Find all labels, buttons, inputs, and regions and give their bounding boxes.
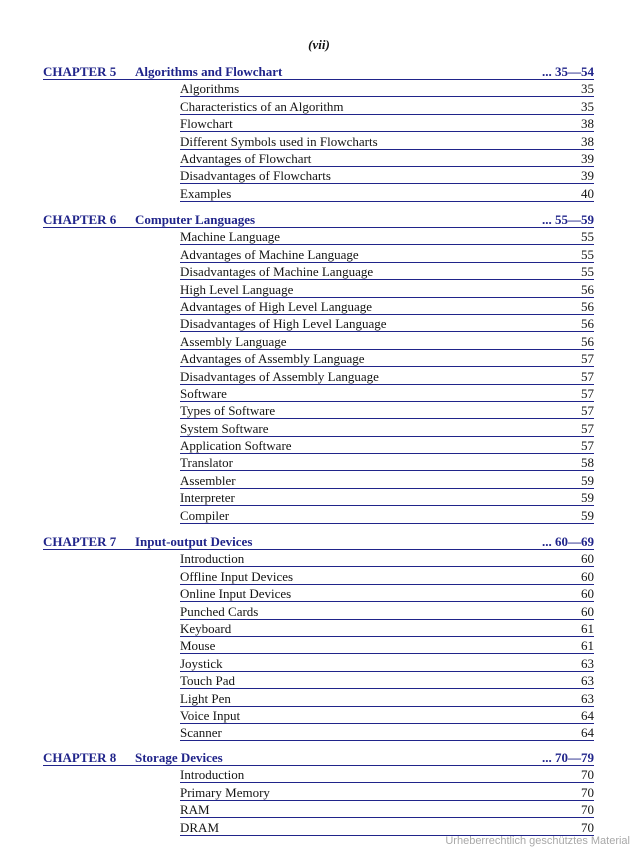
- toc-entry[interactable]: [180, 637, 594, 654]
- toc-entry[interactable]: [180, 97, 594, 114]
- chapter-page-range: ... 35—54: [542, 64, 594, 79]
- toc-entry[interactable]: [180, 167, 594, 184]
- toc-entry-page: 35: [581, 81, 594, 97]
- chapter-heading: [43, 534, 594, 550]
- toc-entry-title: Disadvantages of Machine Language: [180, 264, 374, 280]
- toc-entry-page: 59: [581, 472, 594, 488]
- topic-list: [180, 80, 594, 202]
- toc-entry[interactable]: [180, 585, 594, 602]
- toc-entry[interactable]: [180, 80, 594, 97]
- toc-entry-title: DRAM: [180, 819, 220, 835]
- toc-entry-title: Online Input Devices: [180, 586, 292, 602]
- toc-entry-title: Assembly Language: [180, 333, 287, 349]
- chapter-title[interactable]: Algorithms and Flowchart: [135, 64, 283, 79]
- toc-entry-page: 56: [581, 298, 594, 314]
- topic-list: [180, 550, 594, 741]
- chapter-label: CHAPTER 6: [43, 212, 117, 227]
- toc-entry-title: Translator: [180, 455, 233, 471]
- toc-entry-page: 38: [581, 133, 594, 149]
- toc-entry[interactable]: [180, 766, 594, 783]
- toc-entry-title: Flowchart: [180, 116, 233, 132]
- chapter-6-section: [43, 212, 594, 524]
- toc-entry[interactable]: [180, 280, 594, 297]
- toc-entry-page: 63: [581, 655, 594, 671]
- toc-entry-page: 40: [581, 185, 594, 201]
- toc-entry-page: 57: [581, 368, 594, 384]
- toc-entry-page: 70: [581, 767, 594, 783]
- toc-entry-title: Advantages of Machine Language: [180, 246, 359, 262]
- toc-entry-page: 38: [581, 116, 594, 132]
- toc-entry-page: 63: [581, 690, 594, 706]
- toc-entry[interactable]: [180, 550, 594, 567]
- toc-entry-title: Scanner: [180, 725, 222, 741]
- toc-entry[interactable]: [180, 783, 594, 800]
- toc-entry[interactable]: [180, 602, 594, 619]
- toc-entry-page: 55: [581, 246, 594, 262]
- toc-entry-title: Voice Input: [180, 707, 241, 723]
- toc-entry-page: 70: [581, 802, 594, 818]
- toc-entry[interactable]: [180, 672, 594, 689]
- toc-entry-title: Application Software: [180, 438, 292, 454]
- toc-entry[interactable]: [180, 801, 594, 818]
- toc-entry-page: 56: [581, 316, 594, 332]
- chapter-heading: [43, 64, 594, 80]
- chapter-page-range: ... 60—69: [542, 534, 594, 549]
- toc-entry-title: Different Symbols used in Flowcharts: [180, 133, 378, 149]
- toc-entry-page: 61: [581, 620, 594, 636]
- chapter-page-range: ... 55—59: [542, 212, 594, 227]
- toc-entry-page: 39: [581, 168, 594, 184]
- toc-entry-page: 59: [581, 507, 594, 523]
- toc-entry-page: 57: [581, 438, 594, 454]
- toc-entry[interactable]: [180, 298, 594, 315]
- toc-entry-page: 63: [581, 673, 594, 689]
- toc-entry-page: 57: [581, 420, 594, 436]
- toc-entry-page: 61: [581, 638, 594, 654]
- chapter-label: CHAPTER 8: [43, 750, 117, 765]
- toc-entry-title: Disadvantages of Assembly Language: [180, 368, 379, 384]
- toc-entry[interactable]: [180, 115, 594, 132]
- toc-entry-title: Machine Language: [180, 229, 280, 245]
- toc-entry[interactable]: [180, 150, 594, 167]
- toc-entry[interactable]: [180, 689, 594, 706]
- chapter-label: CHAPTER 5: [43, 64, 117, 79]
- chapter-title[interactable]: Computer Languages: [135, 212, 256, 227]
- chapter-page-range: ... 70—79: [542, 750, 594, 765]
- toc-entry[interactable]: [180, 654, 594, 671]
- toc-entry-title: Compiler: [180, 507, 230, 523]
- toc-entry-title: Advantages of High Level Language: [180, 298, 373, 314]
- toc-entry-title: Keyboard: [180, 620, 232, 636]
- chapter-7-section: [43, 534, 594, 741]
- toc-entry-title: Touch Pad: [180, 673, 236, 689]
- toc-entry[interactable]: [180, 506, 594, 523]
- toc-entry-title: Characteristics of an Algorithm: [180, 98, 344, 114]
- toc-entry-title: Offline Input Devices: [180, 568, 294, 584]
- toc-entry-title: Examples: [180, 185, 232, 201]
- toc-entry-title: Introduction: [180, 767, 245, 783]
- copyright-watermark: Urheberrechtlich geschütztes Material: [445, 835, 630, 847]
- toc-entry-page: 57: [581, 351, 594, 367]
- toc-entry-page: 56: [581, 281, 594, 297]
- topic-list: [180, 228, 594, 524]
- toc-entry[interactable]: [180, 245, 594, 262]
- toc-entry-page: 57: [581, 385, 594, 401]
- toc-entry-title: Algorithms: [180, 81, 240, 97]
- chapter-title[interactable]: Storage Devices: [135, 750, 223, 765]
- chapter-heading: [43, 212, 594, 228]
- toc-entry[interactable]: [180, 620, 594, 637]
- chapter-label: CHAPTER 7: [43, 534, 117, 549]
- toc-entry-page: 60: [581, 586, 594, 602]
- toc-entry-title: Software: [180, 385, 227, 401]
- chapter-5-section: [43, 64, 594, 202]
- page-number: (vii): [308, 37, 330, 52]
- toc-entry[interactable]: [180, 489, 594, 506]
- toc-entry-page: 64: [581, 725, 594, 741]
- toc-entry-page: 55: [581, 264, 594, 280]
- toc-entry-title: Mouse: [180, 638, 216, 654]
- toc-entry-page: 70: [581, 819, 594, 835]
- toc-entry-title: Light Pen: [180, 690, 231, 706]
- toc-entry-page: 60: [581, 603, 594, 619]
- toc-entry-title: Introduction: [180, 551, 245, 567]
- toc-entry-page: 60: [581, 568, 594, 584]
- toc-entry-title: System Software: [180, 420, 269, 436]
- toc-entry-page: 70: [581, 784, 594, 800]
- toc-entry[interactable]: [180, 818, 594, 835]
- toc-entry-page: 57: [581, 403, 594, 419]
- toc-entry-title: Punched Cards: [180, 603, 259, 619]
- toc-entry-page: 58: [581, 455, 594, 471]
- toc-entry-page: 35: [581, 98, 594, 114]
- toc-entry-title: Primary Memory: [180, 784, 270, 800]
- toc-entry[interactable]: [180, 332, 594, 349]
- toc-entry[interactable]: [180, 437, 594, 454]
- toc-entry-title: High Level Language: [180, 281, 294, 297]
- toc-entry[interactable]: [180, 184, 594, 201]
- toc-entry-page: 60: [581, 551, 594, 567]
- toc-entry[interactable]: [180, 132, 594, 149]
- toc-entry-page: 55: [581, 229, 594, 245]
- chapter-heading: [43, 750, 594, 766]
- toc-entry[interactable]: [180, 567, 594, 584]
- toc-entry[interactable]: [180, 419, 594, 436]
- toc-entry[interactable]: [180, 385, 594, 402]
- toc-entry-page: 64: [581, 707, 594, 723]
- toc-entry-page: 56: [581, 333, 594, 349]
- toc-entry-title: Joystick: [180, 655, 223, 671]
- toc-entry[interactable]: [180, 471, 594, 488]
- toc-entry-title: Interpreter: [180, 490, 235, 506]
- toc-entry-title: Disadvantages of Flowcharts: [180, 168, 331, 184]
- toc-entry-title: Advantages of Assembly Language: [180, 351, 365, 367]
- toc-entry[interactable]: [180, 454, 594, 471]
- toc-entry-title: Disadvantages of High Level Language: [180, 316, 387, 332]
- toc-entry-page: 39: [581, 150, 594, 166]
- toc-entry[interactable]: [180, 402, 594, 419]
- chapter-8-section: [43, 750, 594, 836]
- toc-entry-page: 59: [581, 490, 594, 506]
- chapter-title[interactable]: Input-output Devices: [135, 534, 253, 549]
- toc-entry[interactable]: [180, 228, 594, 245]
- toc-entry-title: Advantages of Flowchart: [180, 150, 312, 166]
- toc-entry-title: Assembler: [180, 472, 236, 488]
- toc-entry[interactable]: [180, 724, 594, 741]
- toc-entry-title: Types of Software: [180, 403, 276, 419]
- toc-entry[interactable]: [180, 350, 594, 367]
- toc-entry[interactable]: [180, 315, 594, 332]
- toc-entry-title: RAM: [180, 802, 210, 818]
- toc-entry[interactable]: [180, 367, 594, 384]
- toc-entry[interactable]: [180, 263, 594, 280]
- toc-entry[interactable]: [180, 707, 594, 724]
- topic-list: [180, 766, 594, 836]
